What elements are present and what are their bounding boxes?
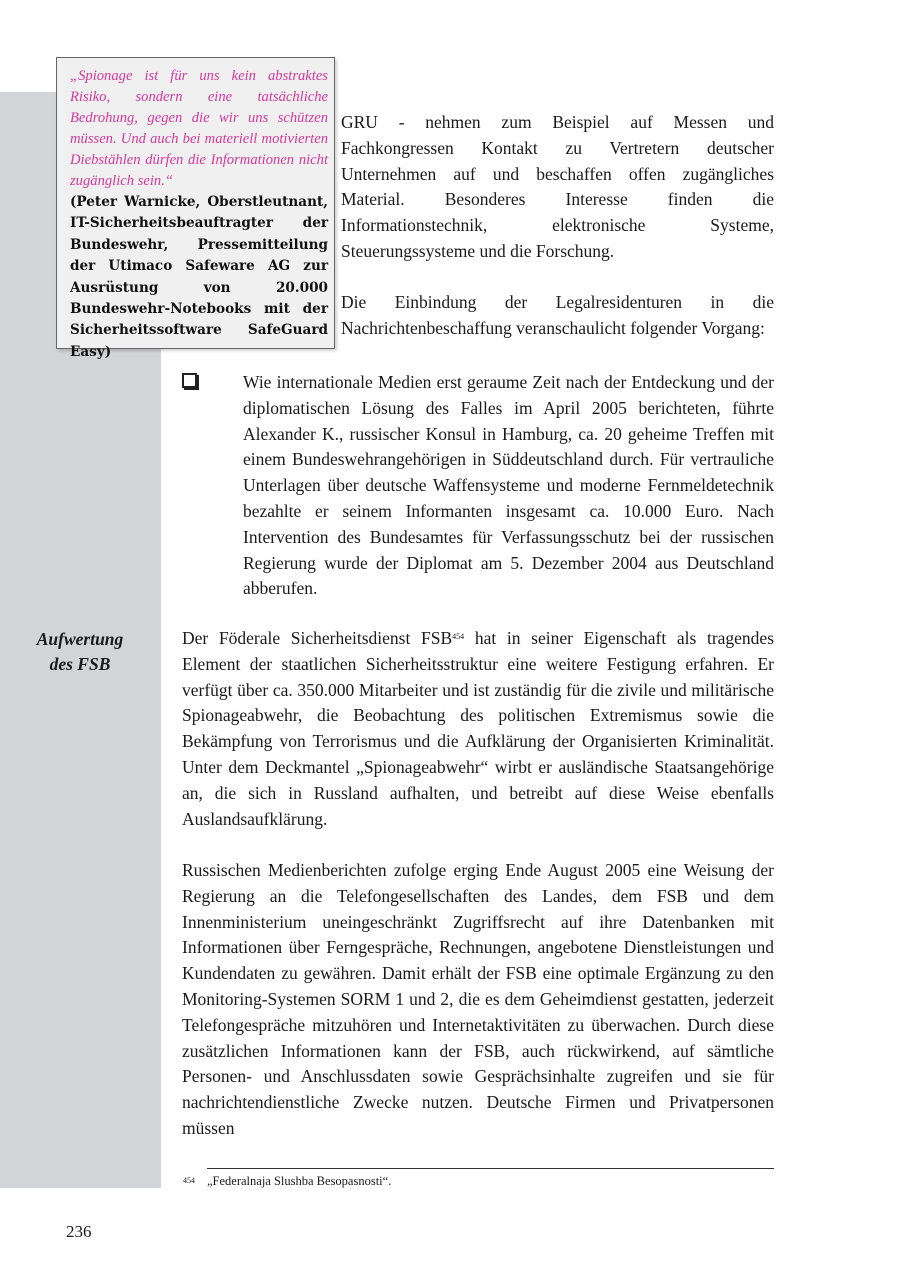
footnote-number: 454 xyxy=(183,1176,195,1185)
side-heading-line2: des FSB xyxy=(49,654,111,674)
sidebar-quote-text: „Spionage ist für uns kein abstraktes Risiko, sondern eine tatsächliche Bedrohung, gegen die wir uns schützen müssen. Und auch bei materiell motivierten Diebstählen dürfen die Informationen nicht zugänglich sein.“ xyxy=(70,68,328,189)
paragraph-gru: GRU - nehmen zum Beispiel auf Messen und Fachkongressen Kontakt zu Vertretern deutscher Unternehmen auf und beschaffen offen zugängliches Material. Besonderes Interesse finden die Informationstechnik, elektronische Systeme, Steuerungssysteme und die Forschung. xyxy=(341,112,774,261)
paragraph-fsb-start: Der Föderale Sicherheitsdienst FSB xyxy=(182,628,453,648)
paragraph-medienberichte: Russischen Medienberichten zufolge erging Ende August 2005 eine Weisung der Regierung an die Telefongesellschaften des Landes, dem FSB und dem Innenministerium uneingeschränkt Zugriffsrecht auf ihre Datenbanken mit Informationen über Ferngespräche, Rechnungen, angebotene Dienstleistungen und Kundendaten zu gewähren. Damit erhält der FSB eine optimale Ergänzung zu den Monitoring-Systemen SORM 1 und 2, die es dem Geheimdienst gestatten, jederzeit Telefongespräche mitzuhören und Internetaktivitäten zu überwachen. Durch diese zusätzlichen Informationen kann der FSB, auch rückwirkend, auf sämtliche Personen- und Anschlussdaten sowie Gesprächsinhalte zugreifen und sie für nachrichtendienstliche Zwecke nutzen. Deutsche Firmen und Privatpersonen müssen xyxy=(182,860,774,1138)
side-heading xyxy=(18,627,142,677)
side-heading-line1: Aufwertung xyxy=(36,629,124,649)
sidebar-quote-box xyxy=(56,57,335,360)
bullet-text: Wie internationale Medien erst geraume Zeit nach der Entdeckung und der diplomatischen Lösung des Falles im April 2005 berichteten, führte Alexander K., russischer Konsul in Hamburg, ca. 20 geheime Treffen mit einem Bundeswehrangehörigen in Süddeutschland durch. Für vertrauliche Unterlagen über deutsche Waffensysteme und moderne Fernmeldetechnik bezahlte er seinem Informanten insgesamt ca. 10.000 Euro. Nach Intervention des Bundesamtes für Verfassungsschutz bei der russischen Regierung wurde der Diplomat am 5. Dezember 2004 aus Deutschland abberufen. xyxy=(243,372,774,599)
sidebar-quote-attribution: (Peter Warnicke, Oberstleutnant, IT-Sicherheitsbeauftragter der Bundeswehr, Pressemitteilung der Utimaco Safeware AG zur Ausrüstung von 20.000 Bundeswehr-Notebooks mit der Sicherheitssoftware SafeGuard Easy) xyxy=(70,194,328,360)
paragraph-legalresidenturen: Die Einbindung der Legalresidenturen in die Nachrichtenbeschaffung veranschaulicht folgender Vorgang: xyxy=(341,292,774,338)
footnote-rule xyxy=(207,1168,774,1169)
footnote-reference: 454 xyxy=(452,632,465,641)
checkbox-bullet-icon xyxy=(182,373,197,388)
paragraph-fsb xyxy=(182,626,774,832)
footnote-text: „Federalnaja Slushba Besopasnosti“. xyxy=(207,1174,392,1188)
paragraph-fsb-rest: hat in seiner Eigenschaft als tragendes Element der staatlichen Sicherheitsstruktur eine weitere Festigung erfahren. Er verfügt über ca. 350.000 Mitarbeiter und ist zuständig für die zivile und militärische Spionageabwehr, die Beobachtung des politischen Extremismus sowie die Bekämpfung von Terrorismus und die Aufklärung der Organisierten Kriminalität. Unter dem Deckmantel „Spionageabwehr“ wirbt er ausländische Staatsangehörige an, die sich in Russland aufhalten, und betreibt auf diese Weise ebenfalls Auslandsaufklärung. xyxy=(182,628,775,829)
page-number: 236 xyxy=(66,1222,92,1241)
